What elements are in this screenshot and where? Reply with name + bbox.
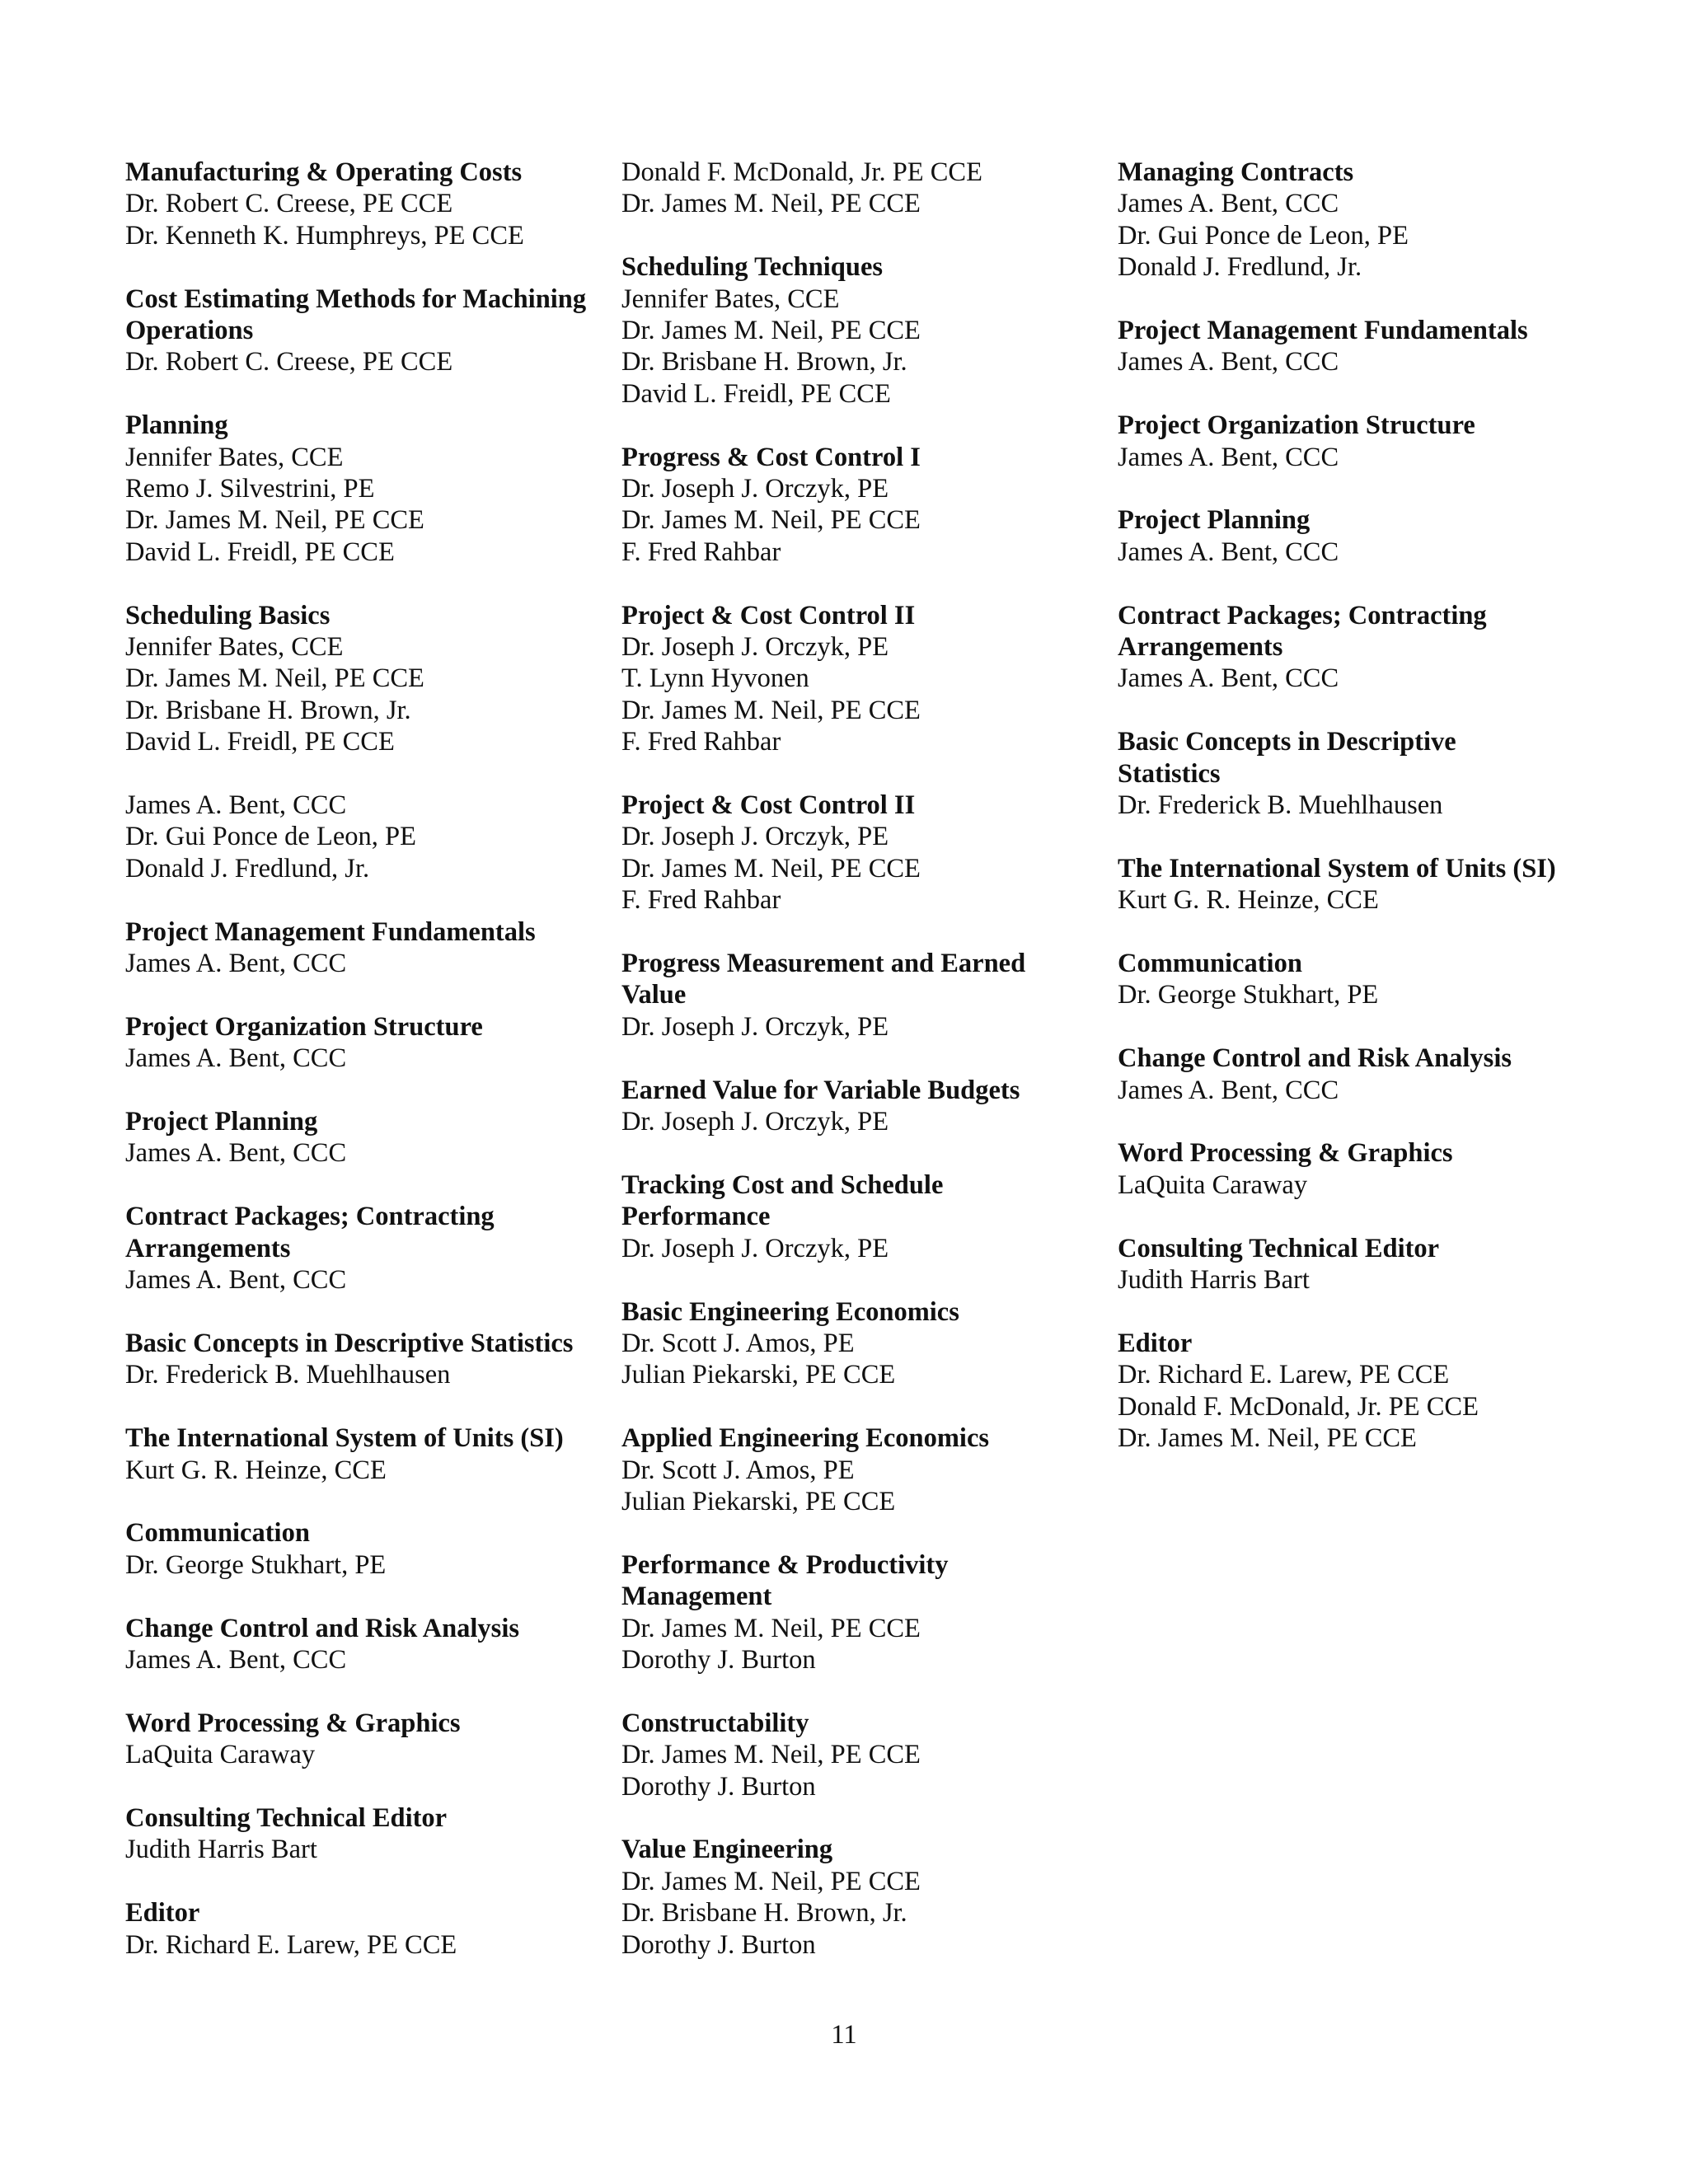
contributor-name: LaQuita Caraway — [125, 1740, 316, 1770]
contributor-name: Dr. Brisbane H. Brown, Jr. — [125, 695, 411, 725]
contributor-name: Dr. Joseph J. Orczyk, PE — [621, 1233, 889, 1263]
contributor-section — [125, 600, 587, 758]
contributor-section — [1118, 1233, 1563, 1296]
section-title: Performance & Productivity Management — [621, 1549, 949, 1612]
section-title: Change Control and Risk Analysis — [125, 1613, 520, 1643]
contributor-name: David L. Freidl, PE CCE — [125, 727, 395, 757]
contributor-name: Dr. Kenneth K. Humphreys, PE CCE — [125, 220, 524, 251]
contributor-name: James A. Bent, CCC — [125, 790, 347, 821]
contributor-section — [1118, 315, 1563, 378]
contributor-section — [1118, 948, 1563, 1011]
contributor-name: Judith Harris Bart — [125, 1835, 317, 1865]
contributor-name: Kurt G. R. Heinze, CCE — [125, 1455, 387, 1485]
contributor-name: Judith Harris Bart — [1118, 1265, 1310, 1296]
contributor-section — [1118, 1137, 1563, 1201]
contributor-name: Dr. Robert C. Creese, PE CCE — [125, 347, 453, 377]
contributor-section — [125, 1011, 587, 1075]
contributor-name: Jennifer Bates, CCE — [125, 442, 344, 472]
section-title: Project Management Fundamentals — [1118, 316, 1528, 346]
section-title: Editor — [125, 1898, 200, 1929]
contributor-name: James A. Bent, CCC — [1118, 189, 1339, 219]
page-number: 11 — [831, 2020, 857, 2050]
contributor-section — [1118, 1328, 1563, 1455]
contributor-name: Dr. Brisbane H. Brown, Jr. — [621, 347, 907, 377]
section-title: Tracking Cost and Schedule Performance — [621, 1169, 944, 1232]
contributor-section — [621, 1296, 1083, 1391]
contributor-section — [621, 1708, 1083, 1802]
contributor-section — [125, 916, 587, 980]
contributor-section — [1118, 853, 1563, 916]
section-title: Contract Packages; Contracting Arrangements — [1118, 600, 1487, 663]
contributor-section — [125, 1897, 587, 1961]
section-title: Change Control and Risk Analysis — [1118, 1043, 1512, 1074]
contributor-section — [125, 1708, 587, 1771]
section-title: Manufacturing & Operating Costs — [125, 157, 523, 187]
contributor-name: Dr. James M. Neil, PE CCE — [621, 1866, 921, 1896]
contributor-name: Remo J. Silvestrini, PE — [125, 474, 375, 504]
contributor-name: Dr. Joseph J. Orczyk, PE — [621, 632, 889, 663]
contributor-name: Donald J. Fredlund, Jr. — [1118, 252, 1362, 283]
contributor-name: Dr. James M. Neil, PE CCE — [621, 853, 921, 883]
section-title: Consulting Technical Editor — [1118, 1233, 1440, 1263]
section-title: Consulting Technical Editor — [125, 1802, 448, 1833]
section-title: Project Planning — [125, 1107, 318, 1137]
contributor-name: Dorothy J. Burton — [621, 1771, 816, 1802]
contributor-name: Dr. Robert C. Creese, PE CCE — [125, 189, 453, 219]
contributor-section — [621, 1834, 1083, 1961]
section-title: Contract Packages; Contracting Arrangements — [125, 1202, 495, 1263]
section-title: Project Organization Structure — [1118, 410, 1475, 441]
contributor-name: Dr. Joseph J. Orczyk, PE — [621, 822, 889, 852]
section-title: Basic Concepts in Descriptive Statistics — [1118, 727, 1456, 789]
contributor-name: LaQuita Caraway — [1118, 1169, 1308, 1200]
contributor-name: Donald F. McDonald, Jr. PE CCE — [1118, 1391, 1479, 1422]
section-title: Word Processing & Graphics — [125, 1708, 461, 1738]
contributor-section — [125, 1328, 587, 1391]
section-title: Scheduling Techniques — [621, 252, 884, 283]
contributor-name: James A. Bent, CCC — [125, 1644, 347, 1675]
section-title: Scheduling Basics — [125, 600, 331, 630]
contributor-section — [1118, 504, 1563, 568]
contributor-name: Dr. George Stukhart, PE — [1118, 980, 1379, 1010]
contributor-name: F. Fred Rahbar — [621, 537, 781, 567]
contributor-section — [621, 251, 1083, 410]
contributor-name: Dr. Richard E. Larew, PE CCE — [1118, 1360, 1450, 1390]
contributors-column-1 — [125, 157, 587, 1992]
contributor-name: Dr. Joseph J. Orczyk, PE — [621, 1011, 889, 1042]
contributor-name: Dr. James M. Neil, PE CCE — [125, 505, 424, 536]
section-title: Planning — [125, 410, 228, 441]
contributor-name: Jennifer Bates, CCE — [125, 632, 344, 663]
contributor-section — [1118, 157, 1563, 284]
section-title: Basic Engineering Economics — [621, 1296, 959, 1327]
contributor-name: Dr. Scott J. Amos, PE — [621, 1328, 855, 1358]
section-title: Progress & Cost Control I — [621, 442, 921, 472]
section-title: Applied Engineering Economics — [621, 1423, 990, 1454]
contributor-section — [1118, 410, 1563, 473]
section-title: Project & Cost Control II — [621, 790, 916, 821]
contributor-name: James A. Bent, CCC — [1118, 442, 1339, 472]
contributor-section — [125, 1613, 587, 1676]
contributor-name: Dr. Richard E. Larew, PE CCE — [125, 1929, 457, 1960]
contributor-name: James A. Bent, CCC — [125, 1138, 347, 1169]
contributor-name: Donald J. Fredlund, Jr. — [125, 853, 370, 883]
contributor-name: Dr. Joseph J. Orczyk, PE — [621, 474, 889, 504]
contributor-section — [125, 1106, 587, 1169]
contributors-column-2 — [621, 157, 1083, 1992]
contributor-name: Kurt G. R. Heinze, CCE — [1118, 885, 1379, 916]
section-title: Constructability — [621, 1708, 809, 1738]
contributor-name: James A. Bent, CCC — [1118, 537, 1339, 567]
section-title: Earned Value for Variable Budgets — [621, 1075, 1020, 1105]
contributor-section — [1118, 726, 1563, 821]
contributor-name: James A. Bent, CCC — [125, 1265, 347, 1296]
contributor-name: Dorothy J. Burton — [621, 1929, 816, 1960]
contributor-section — [125, 1802, 587, 1866]
contributor-section — [125, 1422, 587, 1486]
section-title: Basic Concepts in Descriptive Statistics — [125, 1328, 574, 1358]
contributor-name: Dr. James M. Neil, PE CCE — [621, 316, 921, 346]
contributor-name: T. Lynn Hyvonen — [621, 663, 809, 694]
contributor-section — [621, 948, 1083, 1043]
contributor-name: James A. Bent, CCC — [1118, 663, 1339, 694]
contributor-name: Dr. Scott J. Amos, PE — [621, 1455, 855, 1485]
section-title: Progress Measurement and Earned Value — [621, 949, 1026, 1010]
contributor-name: James A. Bent, CCC — [1118, 347, 1339, 377]
contributor-name: Dr. Brisbane H. Brown, Jr. — [621, 1898, 907, 1929]
contributor-section — [621, 1422, 1083, 1517]
section-title: Value Engineering — [621, 1835, 833, 1865]
contributor-name: Dr. James M. Neil, PE CCE — [621, 1613, 921, 1643]
contributor-name: F. Fred Rahbar — [621, 885, 781, 916]
contributor-name: Dr. James M. Neil, PE CCE — [621, 189, 921, 219]
contributor-section — [621, 1169, 1083, 1264]
section-title: Word Processing & Graphics — [1118, 1138, 1453, 1169]
section-title: Project Organization Structure — [125, 1011, 483, 1042]
contributor-name: Julian Piekarski, PE CCE — [621, 1486, 896, 1516]
contributor-name: Dr. James M. Neil, PE CCE — [125, 663, 424, 694]
contributor-section — [621, 157, 1083, 220]
contributor-section — [621, 600, 1083, 758]
contributor-name: Donald F. McDonald, Jr. PE CCE — [621, 157, 982, 187]
contributor-name: Dr. Frederick B. Muehlhausen — [1118, 790, 1443, 821]
contributor-section — [125, 410, 587, 568]
section-title: Project & Cost Control II — [621, 600, 916, 630]
contributor-name: Julian Piekarski, PE CCE — [621, 1360, 896, 1390]
section-title: The International System of Units (SI) — [1118, 853, 1556, 883]
contributor-name: James A. Bent, CCC — [125, 1043, 347, 1074]
contributor-section — [621, 790, 1083, 916]
contributor-name: Dr. Gui Ponce de Leon, PE — [125, 822, 416, 852]
contributor-section — [621, 1075, 1083, 1138]
contributor-name: F. Fred Rahbar — [621, 727, 781, 757]
contributor-section — [125, 1517, 587, 1581]
contributor-section — [621, 442, 1083, 569]
section-title: Managing Contracts — [1118, 157, 1354, 187]
contributor-name: Dr. James M. Neil, PE CCE — [621, 1740, 921, 1770]
contributor-name: Dr. Joseph J. Orczyk, PE — [621, 1107, 889, 1137]
contributor-name: Dr. James M. Neil, PE CCE — [621, 695, 921, 725]
contributor-name: Jennifer Bates, CCE — [621, 284, 840, 314]
contributor-section — [125, 157, 587, 251]
contributor-section — [125, 1201, 587, 1296]
contributor-name: David L. Freidl, PE CCE — [125, 537, 395, 567]
contributor-name: Dorothy J. Burton — [621, 1644, 816, 1675]
section-title: The International System of Units (SI) — [125, 1423, 564, 1454]
contributor-section — [1118, 600, 1563, 695]
contributors-column-3 — [1118, 157, 1563, 1486]
contributor-name: Dr. James M. Neil, PE CCE — [1118, 1423, 1417, 1454]
contributor-name: Dr. James M. Neil, PE CCE — [621, 505, 921, 536]
section-title: Communication — [125, 1518, 310, 1549]
section-title: Editor — [1118, 1328, 1193, 1358]
contributor-name: Dr. Frederick B. Muehlhausen — [125, 1360, 451, 1390]
contributor-section — [125, 284, 587, 378]
section-title: Project Planning — [1118, 505, 1311, 536]
contributor-name: James A. Bent, CCC — [1118, 1075, 1339, 1105]
section-title: Cost Estimating Methods for Machining Operations — [125, 284, 587, 346]
contributor-section — [125, 790, 587, 884]
contributor-name: Dr. George Stukhart, PE — [125, 1549, 387, 1580]
contributor-section — [1118, 1043, 1563, 1106]
contributor-name: Dr. Gui Ponce de Leon, PE — [1118, 220, 1409, 251]
contributor-section — [621, 1549, 1083, 1676]
section-title: Communication — [1118, 949, 1302, 979]
section-title: Project Management Fundamentals — [125, 916, 536, 947]
contributor-name: James A. Bent, CCC — [125, 949, 347, 979]
contributor-name: David L. Freidl, PE CCE — [621, 378, 891, 409]
